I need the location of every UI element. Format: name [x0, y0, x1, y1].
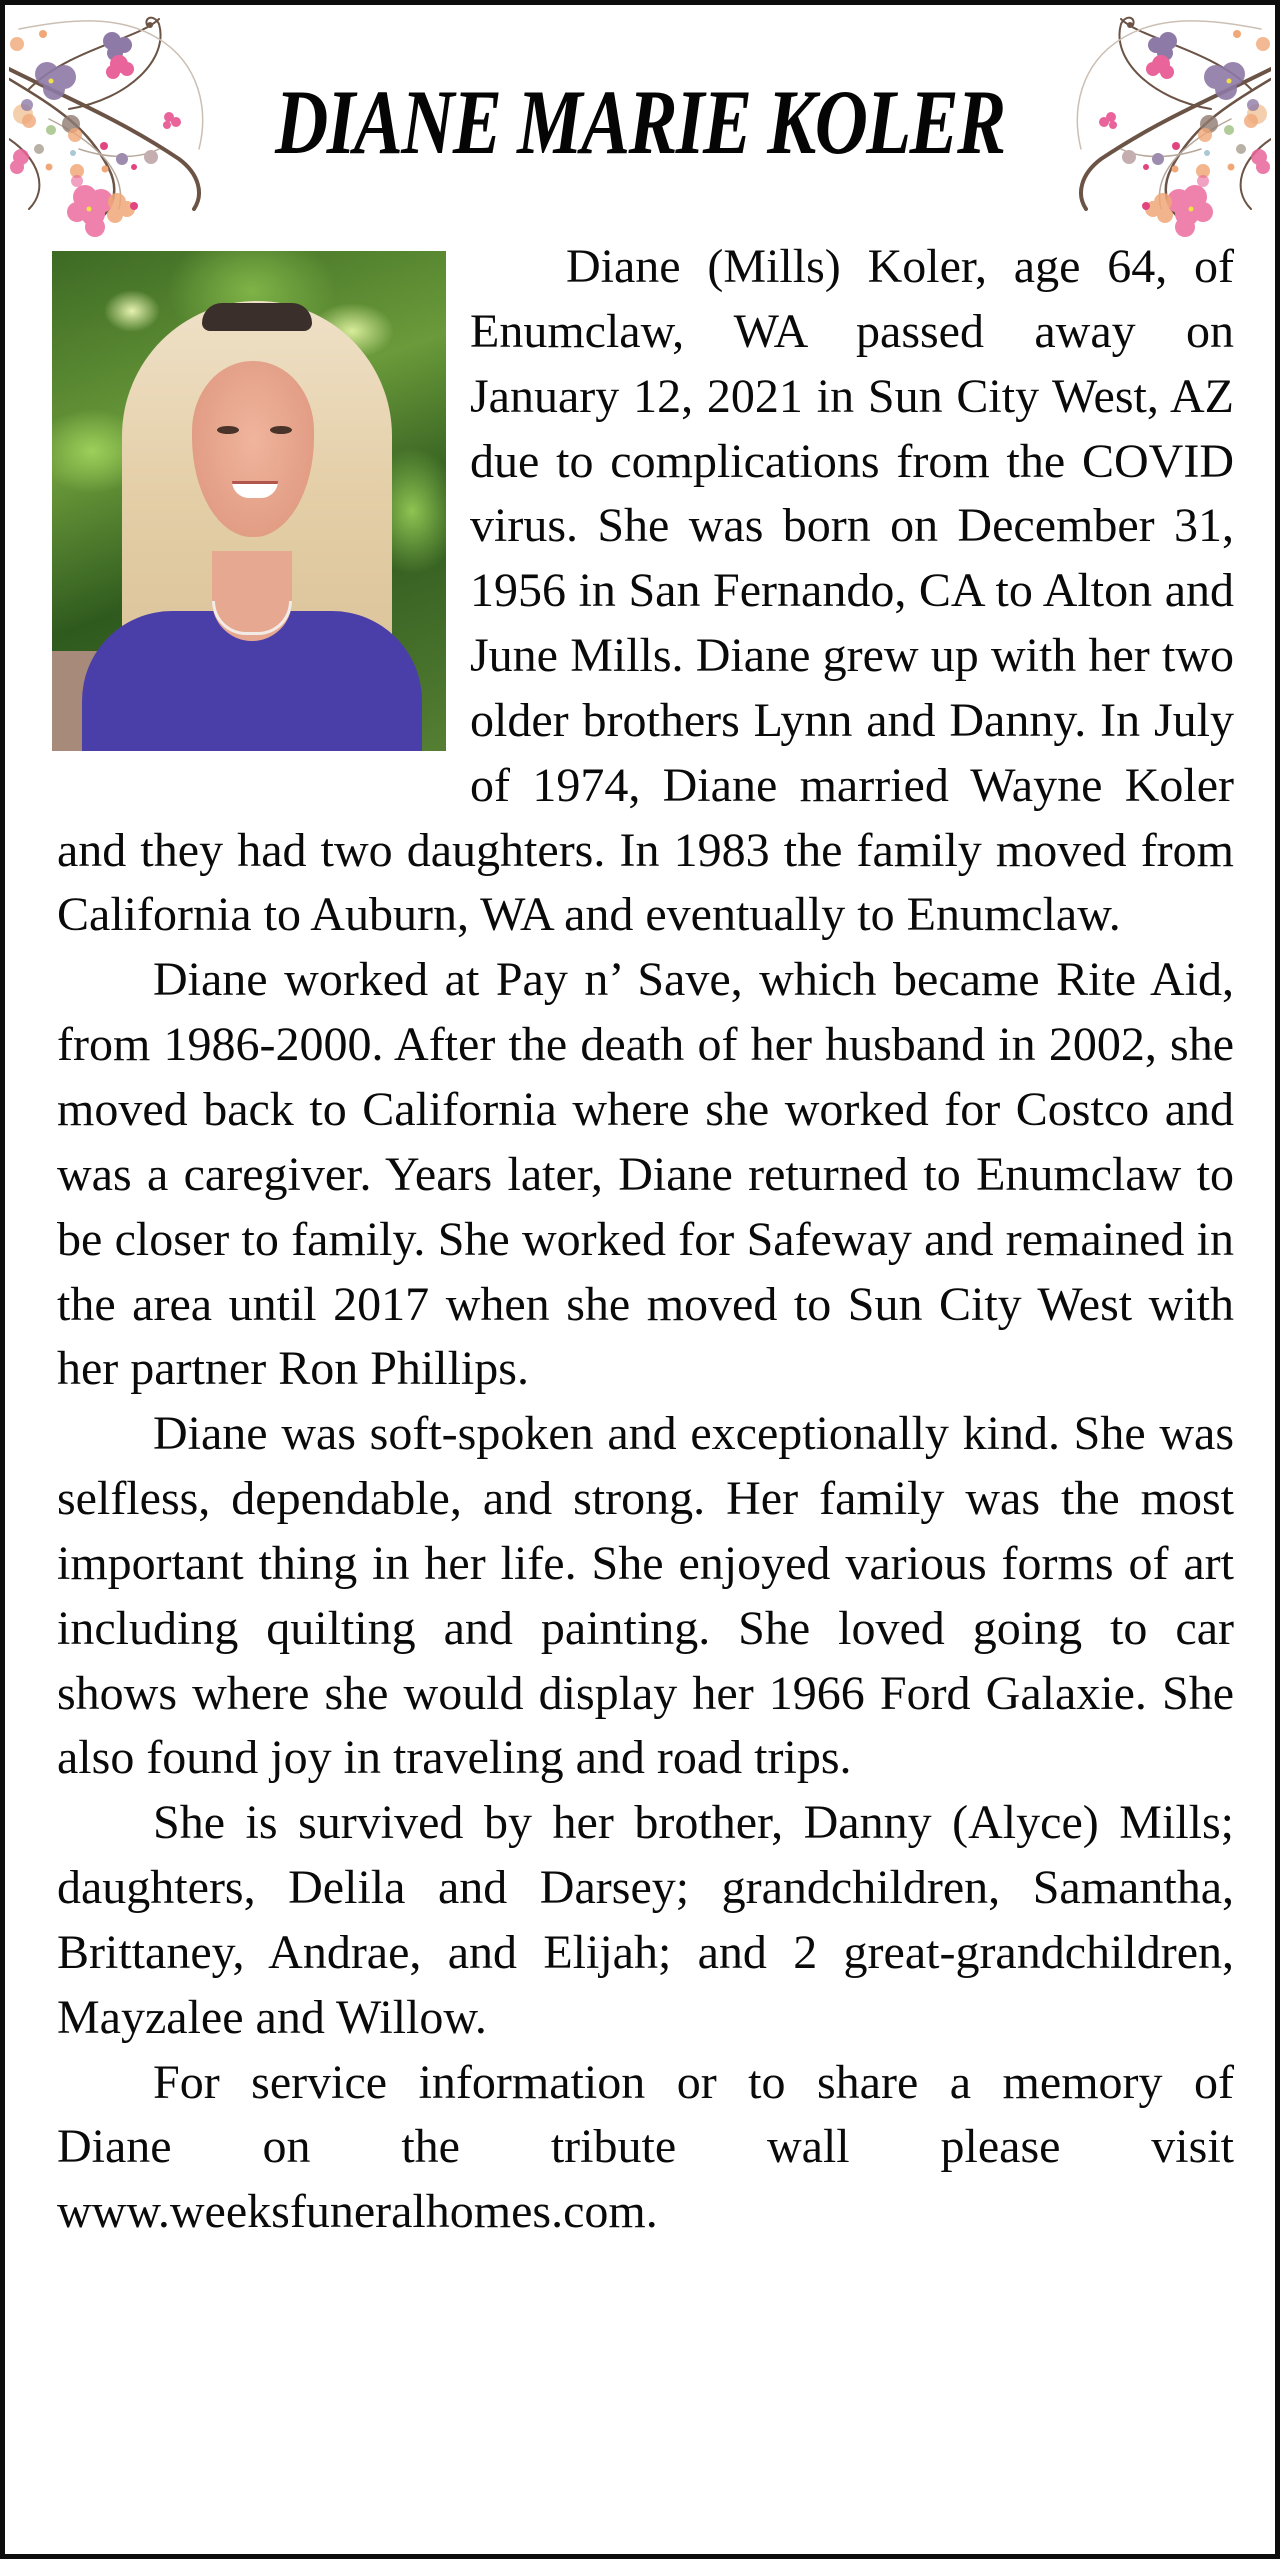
paragraph-character: Diane was soft-spoken and exceptionally kind. She was selfless, dependable, and strong. Her family was the most important thing in her life. She enjoyed various forms of art including quilting and painting. She loved going to car shows where she would display her 1966 Ford Galaxie. She also found joy in traveling and road trips.	[57, 1407, 1234, 1785]
photo-eye-left	[217, 426, 239, 434]
portrait-photo	[52, 251, 446, 751]
paragraph-career: Diane worked at Pay n’ Save, which became Rite Aid, from 1986-2000. After the death of her husband in 2002, she moved back to California where she worked for Costco and was a caregiver. Years later, Diane returned to Enumclaw to be closer to family. She worked for Safeway and remained in the area until 2017 when she moved to Sun City West with her partner Ron Phillips.	[57, 953, 1234, 1396]
obituary-title	[5, 67, 1275, 177]
photo-eye-right	[270, 426, 292, 434]
obituary-body	[57, 235, 1234, 2245]
paragraph-biography: Diane (Mills) Koler, age 64, of Enumclaw, WA passed away on January 12, 2021 in Sun City West, AZ due to complications from the COVID virus. She was born on December 31, 1956 in San Fernando, CA to Alton and June Mills. Diane grew up with her two older brothers Lynn and Danny. In July of 1974, Diane married Wayne Koler and they had two daughters. In 1983 the family moved from California to Auburn, WA and eventually to Enumclaw.	[57, 240, 1234, 942]
paragraph-service-info: For service information or to share a memory of Diane on the tribute wall please visit www.weeksfuneralhomes.com.	[57, 2055, 1234, 2239]
paragraph-survivors: She is survived by her brother, Danny (Alyce) Mills; daughters, Delila and Darsey; grandchildren, Samantha, Brittaney, Andrae, and Elijah; and 2 great-grandchildren, Mayzalee and Willow.	[57, 1796, 1234, 2044]
obituary-title-text: DIANE MARIE KOLER	[275, 71, 1005, 173]
photo-sunglasses	[202, 303, 312, 331]
